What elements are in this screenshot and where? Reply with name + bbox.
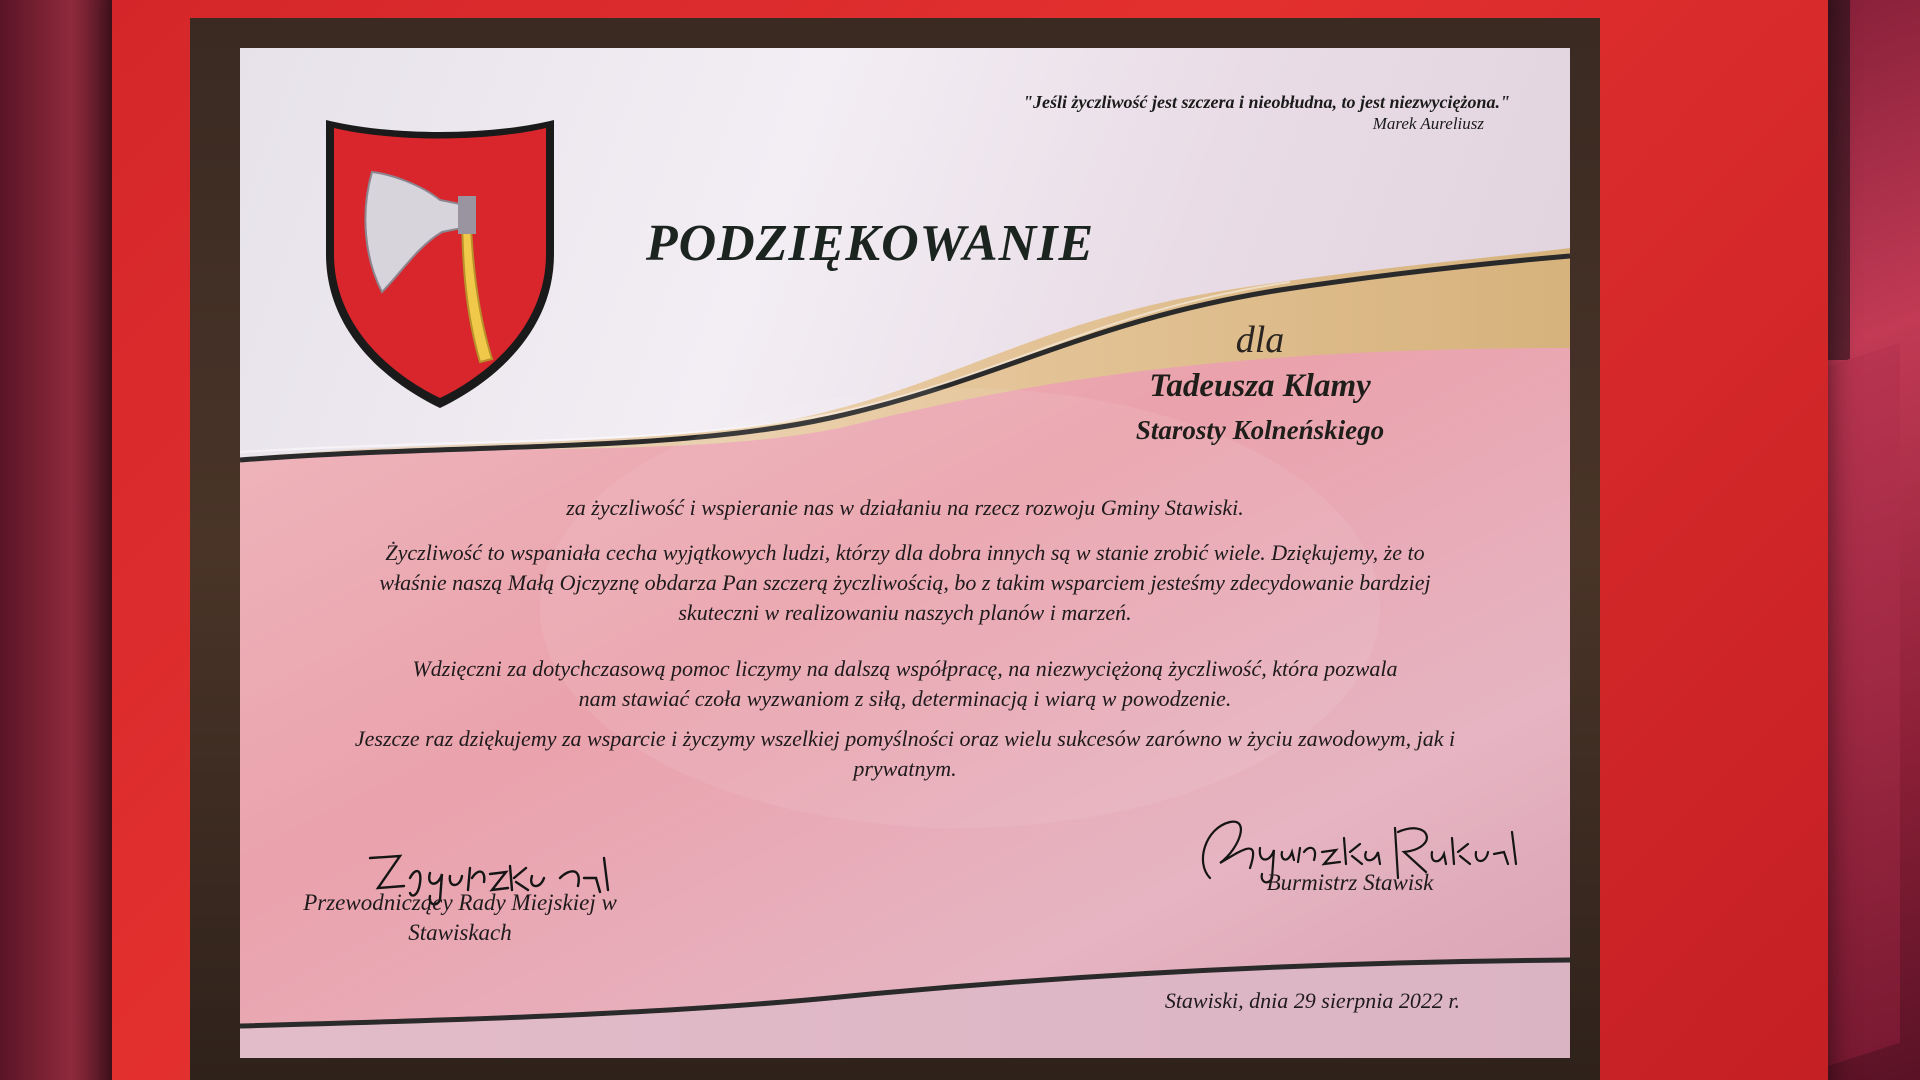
signature-left-role: Przewodniczący Rady Miejskiej w Stawiskach (303, 890, 617, 945)
recipient-name: Tadeusza Klamy (1149, 368, 1371, 404)
metal-plate (240, 48, 1570, 1058)
dedication-word: dla (1235, 319, 1285, 361)
body-paragraph-1: za życzliwość i wspieranie nas w działaniu na rzecz rozwoju Gminy Stawiski. (566, 495, 1244, 520)
recipient-title: Starosty Kolneńskiego (1135, 415, 1385, 445)
body-paragraph-3: Wdzięczni za dotychczasową pomoc liczymy na dalszą współpracę, na niezwyciężoną życzliwość, która pozwala nam stawiać czoła wyzwaniom z siłą, determinacją i wiarą w powodzenie. (412, 656, 1398, 711)
date-line: Stawiski, dnia 29 sierpnia 2022 r. (1164, 988, 1460, 1013)
body-paragraph-4: Jeszcze raz dziękujemy za wsparcie i życzymy wszelkiej pomyślności oraz wielu sukcesów zarówno w życiu zawodowym, jak i prywatnym. (354, 726, 1456, 781)
signature-right-role: Burmistrz Stawisk (1266, 870, 1434, 895)
plaque-title: PODZIĘKOWANIE (645, 215, 1095, 272)
background-case-left (0, 0, 130, 1080)
motto-author: Marek Aureliusz (1372, 114, 1484, 133)
coat-of-arms-icon (320, 114, 560, 414)
motto-quote: "Jeśli życzliwość jest szczera i nieobłudna, to jest niezwyciężona." (1023, 92, 1510, 112)
body-paragraph-2: Życzliwość to wspaniała cecha wyjątkowych ludzi, którzy dla dobra innych są w stanie zrobić wiele. Dziękujemy, że to właśnie naszą Małą Ojczyznę obdarza Pan szczerą życzliwością, bo z takim wsparciem jesteśmy zdecydowanie bardziej skuteczni w realizowaniu naszych planów i marzeń. (379, 540, 1431, 625)
